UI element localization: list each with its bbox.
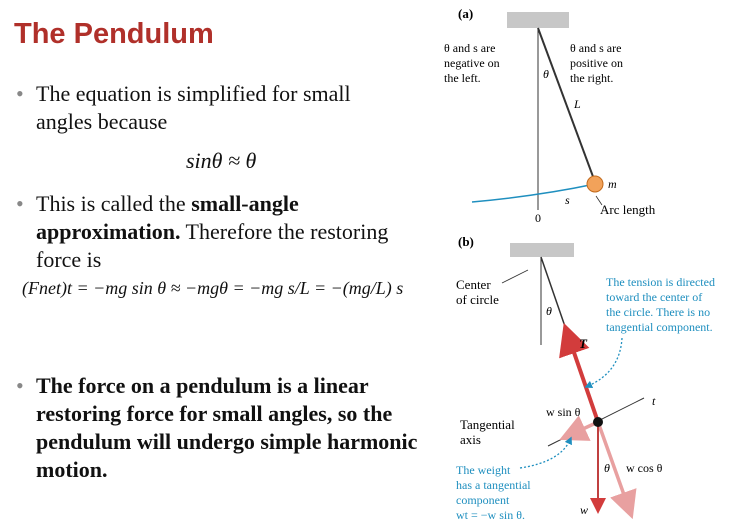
- wcos-label: w cos θ: [626, 461, 663, 475]
- weight-note-line3: component: [456, 493, 510, 507]
- bullet-dot: •: [16, 191, 24, 216]
- approx-equation: sinθ ≈ θ: [186, 148, 257, 173]
- bullet-text: This is called the small-angle approximation. Therefore the restoring force is: [36, 191, 389, 272]
- arc-s-label: s: [565, 193, 570, 207]
- theta-label-a: θ: [543, 67, 549, 81]
- bullet-dot: •: [16, 81, 24, 106]
- weight-radial-vector: [598, 422, 628, 506]
- ceiling-mount-b: [510, 243, 574, 257]
- pendulum-bob-a: [587, 176, 603, 192]
- weight-label: w: [580, 503, 589, 517]
- arc-length-label: Arc length: [600, 202, 656, 217]
- note-left-line1: θ and s are: [444, 41, 496, 55]
- ceiling-mount-a: [507, 12, 569, 28]
- zero-label: 0: [535, 211, 541, 225]
- note-left-line2: negative on: [444, 56, 500, 70]
- weight-note-pointer: [520, 440, 570, 468]
- bullet-text: The force on a pendulum is a linear restoring force for small angles, so the pendulum will undergo simple harmonic motion.: [36, 373, 418, 482]
- tension-note-line3: the circle. There is no: [606, 305, 711, 319]
- equation-lhs: (Fnet)t: [22, 278, 72, 298]
- bullet-text: The equation is simplified for small angles because: [36, 81, 351, 134]
- bullet-approximation: [16, 190, 436, 274]
- length-label: L: [574, 97, 581, 111]
- note-right-line2: positive on: [570, 56, 623, 70]
- weight-note-line2: has a tangential: [456, 478, 531, 492]
- theta-label-b2: θ: [604, 461, 610, 475]
- pendulum-bob-b: [593, 417, 603, 427]
- tangential-label-line1: Tangential: [460, 417, 515, 432]
- equation-rhs: = −mg sin θ ≈ −mgθ = −mg s/L = −(mg/L) s: [76, 278, 404, 298]
- weight-note-line4: wt = −w sin θ.: [456, 508, 525, 522]
- center-label-line1: Center: [456, 277, 491, 292]
- tension-note-line1: The tension is directed: [606, 275, 715, 289]
- note-right-line3: the right.: [570, 71, 614, 85]
- wsin-label: w sin θ: [546, 405, 581, 419]
- bullet-shm-conclusion: [16, 372, 436, 484]
- tangential-label-line2: axis: [460, 432, 481, 447]
- center-label-line2: of circle: [456, 292, 499, 307]
- tension-label: T: [579, 336, 587, 351]
- restoring-force-equation: [22, 278, 403, 299]
- bullet-dot: •: [16, 373, 24, 398]
- pendulum-figure: [430, 0, 739, 532]
- note-left-line3: the left.: [444, 71, 481, 85]
- theta-label-b: θ: [546, 304, 552, 318]
- mass-label: m: [608, 177, 617, 191]
- tension-note-line4: tangential component.: [606, 320, 713, 334]
- figure-b-label: (b): [458, 234, 474, 249]
- figure-a-label: (a): [458, 6, 474, 21]
- weight-note-line1: The weight: [456, 463, 511, 477]
- tension-note-pointer: [588, 338, 622, 386]
- t-axis-label: t: [652, 394, 656, 408]
- slide-title: The Pendulum: [14, 18, 214, 50]
- tension-note-line2: toward the center of: [606, 290, 703, 304]
- arc-path: [472, 184, 595, 202]
- bullet-small-angles: [16, 80, 436, 136]
- center-leader: [502, 270, 528, 283]
- note-right-line1: θ and s are: [570, 41, 622, 55]
